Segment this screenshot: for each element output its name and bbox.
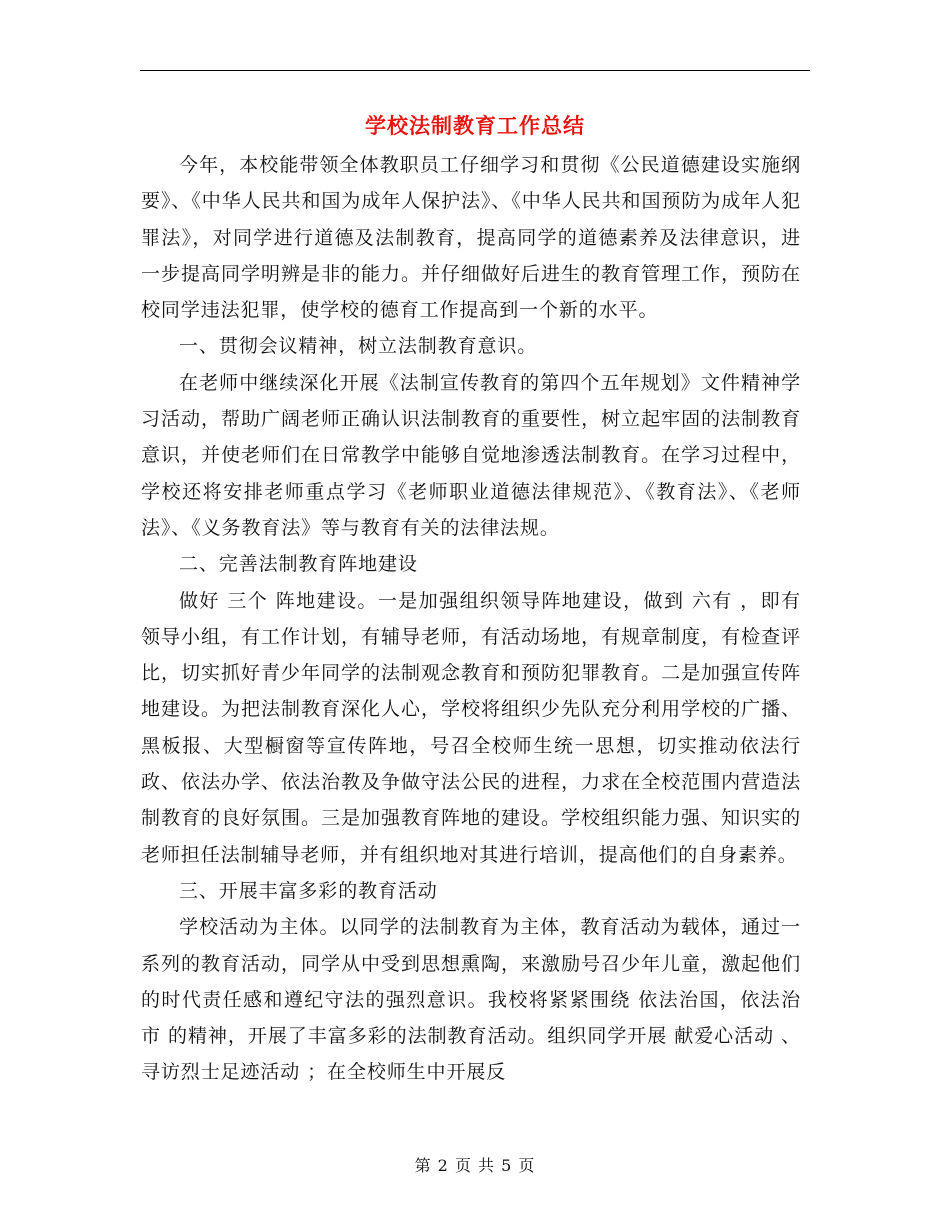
section-paragraph-2: 做好 三个 阵地建设。一是加强组织领导阵地建设，做到 六有 ，即有领导小组，有工作计划，有辅导老师，有活动场地，有规章制度，有检查评比，切实抓好青少年同学的法制观念教育和预防犯罪教育。二是加强宣传阵地建设。为把法制教育深化人心，学校将组织少先队充分利用学校的广播、黑板报、大型橱窗等宣传阵地，号召全校师生统一思想，切实推动依法行政、依法办学、依法治教及争做守法公民的进程，力求在全校范围内营造法制教育的良好氛围。三是加强教育阵地的建设。学校组织能力强、知识实的老师担任法制辅导老师，并有组织地对其进行培训，提高他们的自身素养。 bbox=[141, 589, 801, 866]
document-title: 学校法制教育工作总结 bbox=[365, 113, 585, 138]
page-footer bbox=[0, 1153, 950, 1176]
intro-paragraph: 今年，本校能带领全体教职员工仔细学习和贯彻《公民道德建设实施纲要》、《中华人民共和国为成年人保护法》、《中华人民共和国预防为成年人犯罪法》，对同学进行道德及法制教育，提高同学的道德素养及法律意识，进一步提高同学明辨是非的能力。并仔细做好后进生的教育管理工作，预防在校同学违法犯罪，使学校的德育工作提高到一个新的水平。 bbox=[141, 154, 801, 322]
page-number-label: 第 2 页 共 5 页 bbox=[414, 1156, 536, 1175]
section-paragraph-3: 学校活动为主体。以同学的法制教育为主体，教育活动为载体，通过一系列的教育活动，同学从中受到思想熏陶，来激励号召少年儿童，激起他们的时代责任感和遵纪守法的强烈意识。我校将紧紧围绕 依法治国，依法治市 的精神，开展了丰富多彩的法制教育活动。组织同学开展 献爱心活动 、 寻访烈士足迹活动 ；在全校师生中开展反 bbox=[141, 916, 801, 1084]
section-paragraph-1: 在老师中继续深化开展《法制宣传教育的第四个五年规划》文件精神学习活动，帮助广阔老师正确认识法制教育的重要性，树立起牢固的法制教育意识，并使老师们在日常教学中能够自觉地渗透法制教育。在学习过程中，学校还将安排老师重点学习《老师职业道德法律规范》、《教育法》、《老师法》、《义务教育法》等与教育有关的法律法规。 bbox=[141, 371, 801, 539]
section-heading-1: 一、贯彻会议精神，树立法制教育意识。 bbox=[179, 335, 538, 358]
section-heading-2: 二、完善法制教育阵地建设 bbox=[179, 553, 418, 576]
section-heading-3: 三、开展丰富多彩的教育活动 bbox=[179, 879, 438, 902]
document-body bbox=[141, 147, 801, 1091]
header-rule bbox=[140, 70, 810, 71]
